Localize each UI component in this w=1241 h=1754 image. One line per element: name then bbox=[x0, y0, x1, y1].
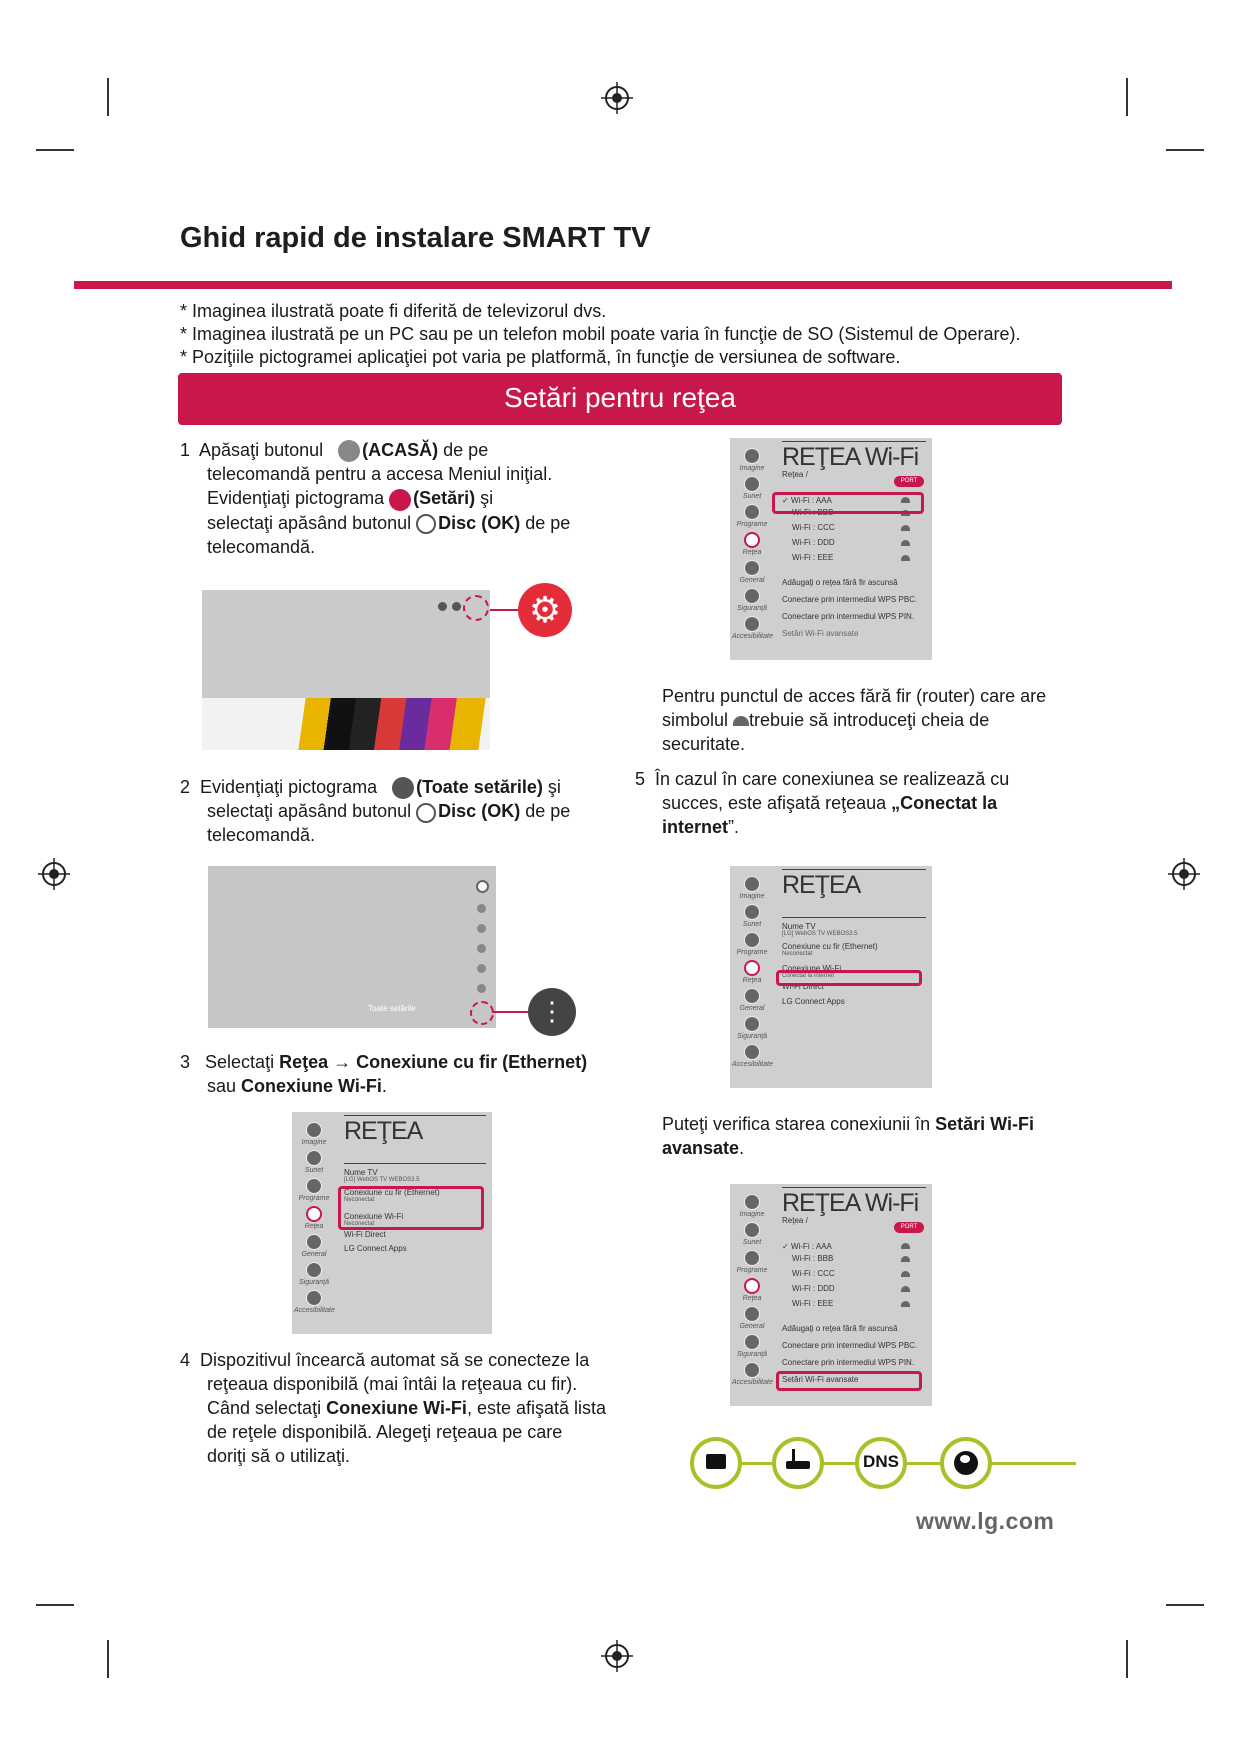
notes bbox=[180, 300, 1020, 369]
wifi-signal-icon bbox=[901, 1301, 910, 1307]
highlight-box bbox=[776, 1371, 922, 1391]
crop-mark bbox=[36, 149, 74, 151]
menu-title: REŢEA bbox=[782, 871, 861, 899]
registration-mark-icon bbox=[38, 858, 70, 890]
port-badge: PORT bbox=[894, 476, 924, 487]
wifi-signal-icon bbox=[901, 540, 910, 546]
dns-icon bbox=[855, 1437, 907, 1489]
port-badge: PORT bbox=[894, 1222, 924, 1233]
step-number: 4 bbox=[180, 1350, 191, 1370]
step-number: 5 bbox=[635, 769, 646, 789]
tv-settings-screen bbox=[208, 866, 496, 1028]
crop-mark bbox=[107, 78, 109, 116]
router-icon bbox=[772, 1437, 824, 1489]
all-settings-label: Toate setările bbox=[368, 1004, 416, 1013]
crop-mark bbox=[36, 1604, 74, 1606]
settings-gear-icon: ⚙ bbox=[518, 583, 572, 637]
wifi-signal-icon bbox=[901, 1286, 910, 1292]
tv-icon bbox=[690, 1437, 742, 1489]
tv-network-menu: Imagine Sunet Programe Reţea General Siguranţă Accesibilitate REŢEA Nume TV [LG] WebOS TV WEBOS3.5 Conexiune cu fir (Ethernet) Neconectat Conexiune Wi-Fi Neconectat Wi-Fi Direct LG Connect Apps bbox=[292, 1112, 492, 1334]
step-number: 2 bbox=[180, 777, 191, 797]
wifi-signal-icon bbox=[901, 525, 910, 531]
verify-note: Puteţi verifica starea conexiunii în Setări Wi-Fi avansate. bbox=[662, 1114, 1035, 1158]
highlight-box bbox=[338, 1186, 484, 1230]
page-title: Ghid rapid de instalare SMART TV bbox=[180, 222, 651, 254]
tv-wifi-advanced-menu: Imagine Sunet Programe Reţea General Siguranţă Accesibilitate REŢEA Wi-Fi Reţea / PORT ✓ Wi-Fi : AAA Wi-Fi : BBB Wi-Fi : CCC Wi-Fi : DDD Wi-Fi : EEE Adăugaţi o reţea fără fir ascunsă Conectare prin intermediul WPS PBC. Conectare prin intermediul WPS PIN. Setări Wi-Fi avansate bbox=[730, 1184, 932, 1406]
step-number: 3 bbox=[180, 1052, 191, 1072]
crop-mark bbox=[1166, 149, 1204, 151]
locked-wifi-icon bbox=[733, 716, 749, 726]
more-vertical-icon: ⋮ bbox=[528, 988, 576, 1036]
highlight-box bbox=[776, 970, 922, 986]
registration-mark-icon bbox=[601, 1640, 633, 1672]
step-4: 4 Dispozitivul încearcă automat să se conecteze la reţeaua disponibilă (mai întâi la reţeaua cu fir). Când selectaţi Conexiune Wi-Fi, este afişată lista de reţele disponibilă. Alegeţi reţeaua pe care doriţi să o utilizaţi. bbox=[180, 1350, 607, 1466]
pointer-line bbox=[492, 1011, 528, 1013]
section-banner: Setări pentru reţea bbox=[178, 373, 1062, 425]
crop-mark bbox=[1166, 1604, 1204, 1606]
crop-mark bbox=[1126, 78, 1128, 116]
ok-button-icon bbox=[416, 803, 436, 823]
tv-wifi-menu: Imagine Sunet Programe Reţea General Siguranţă Accesibilitate REŢEA Wi-Fi Reţea / PORT ✓ Wi-Fi : AAA Wi-Fi : BBB Wi-Fi : CCC Wi-Fi : DDD Wi-Fi : EEE Adăugaţi o reţea fără fir ascunsă Conectare prin intermediul WPS PBC. Conectare prin intermediul WPS PIN. Setări Wi-Fi avansate bbox=[730, 438, 932, 660]
router-note: Pentru punctul de acces fără fir (router) care are simbolul trebuie să introduceţi cheia de securitate. bbox=[662, 686, 1047, 754]
highlight-box bbox=[772, 492, 924, 514]
menu-title: REŢEA Wi-Fi bbox=[782, 443, 919, 471]
registration-mark-icon bbox=[1168, 858, 1200, 890]
note-line: * Imaginea ilustrată pe un PC sau pe un telefon mobil poate varia în funcţie de SO (Sistemul de Operare). bbox=[180, 324, 1021, 344]
ok-button-icon bbox=[416, 514, 436, 534]
wifi-signal-icon bbox=[901, 1243, 910, 1249]
wifi-signal-icon bbox=[901, 1271, 910, 1277]
step-2: 2 Evidenţiaţi pictograma (Toate setările) şi selectaţi apăsând butonul Disc (OK) de pe telecomandă. bbox=[180, 777, 571, 846]
wifi-signal-icon bbox=[901, 1256, 910, 1262]
crop-mark bbox=[107, 1640, 109, 1678]
step-1: 1 Apăsaţi butonul (ACASĂ) de pe telecomandă pentru a accesa Meniul iniţial. Evidenţiaţi pictograma (Setări) şi selectaţi apăsând butonul Disc (OK) de pe telecomandă. bbox=[180, 440, 571, 557]
step-number: 1 bbox=[180, 440, 191, 460]
menu-title: REŢEA bbox=[344, 1117, 423, 1145]
crop-mark bbox=[1126, 1640, 1128, 1678]
note-line: * Imaginea ilustrată poate fi diferită de televizorul dvs. bbox=[180, 301, 607, 321]
step-3: 3 Selectaţi Reţea → Conexiune cu fir (Ethernet) sau Conexiune Wi-Fi. bbox=[180, 1052, 588, 1096]
note-line: * Poziţiile pictogramei aplicaţiei pot varia pe platformă, în funcţie de versiunea de software. bbox=[180, 347, 901, 367]
tv-network-connected-menu: Imagine Sunet Programe Reţea General Siguranţă Accesibilitate REŢEA Nume TV [LG] WebOS TV WEBOS3.5 Conexiune cu fir (Ethernet) Neconectat Conexiune Wi-Fi Conectat la internet Wi-Fi Direct LG Connect Apps bbox=[730, 866, 932, 1088]
registration-mark-icon bbox=[601, 82, 633, 114]
tv-home-screen bbox=[202, 590, 490, 750]
home-icon bbox=[338, 440, 360, 462]
step-5: 5 În cazul în care conexiunea se realizează cu succes, este afişată reţeaua „Conectat la internet”. bbox=[635, 769, 1010, 837]
dns-label: DNS bbox=[863, 1452, 899, 1471]
website-url: www.lg.com bbox=[916, 1508, 1055, 1534]
wifi-signal-icon bbox=[901, 555, 910, 561]
globe-icon bbox=[940, 1437, 992, 1489]
menu-title: REŢEA Wi-Fi bbox=[782, 1189, 919, 1217]
all-settings-icon bbox=[392, 777, 414, 799]
settings-icon bbox=[389, 489, 411, 511]
title-rule bbox=[74, 281, 1172, 289]
